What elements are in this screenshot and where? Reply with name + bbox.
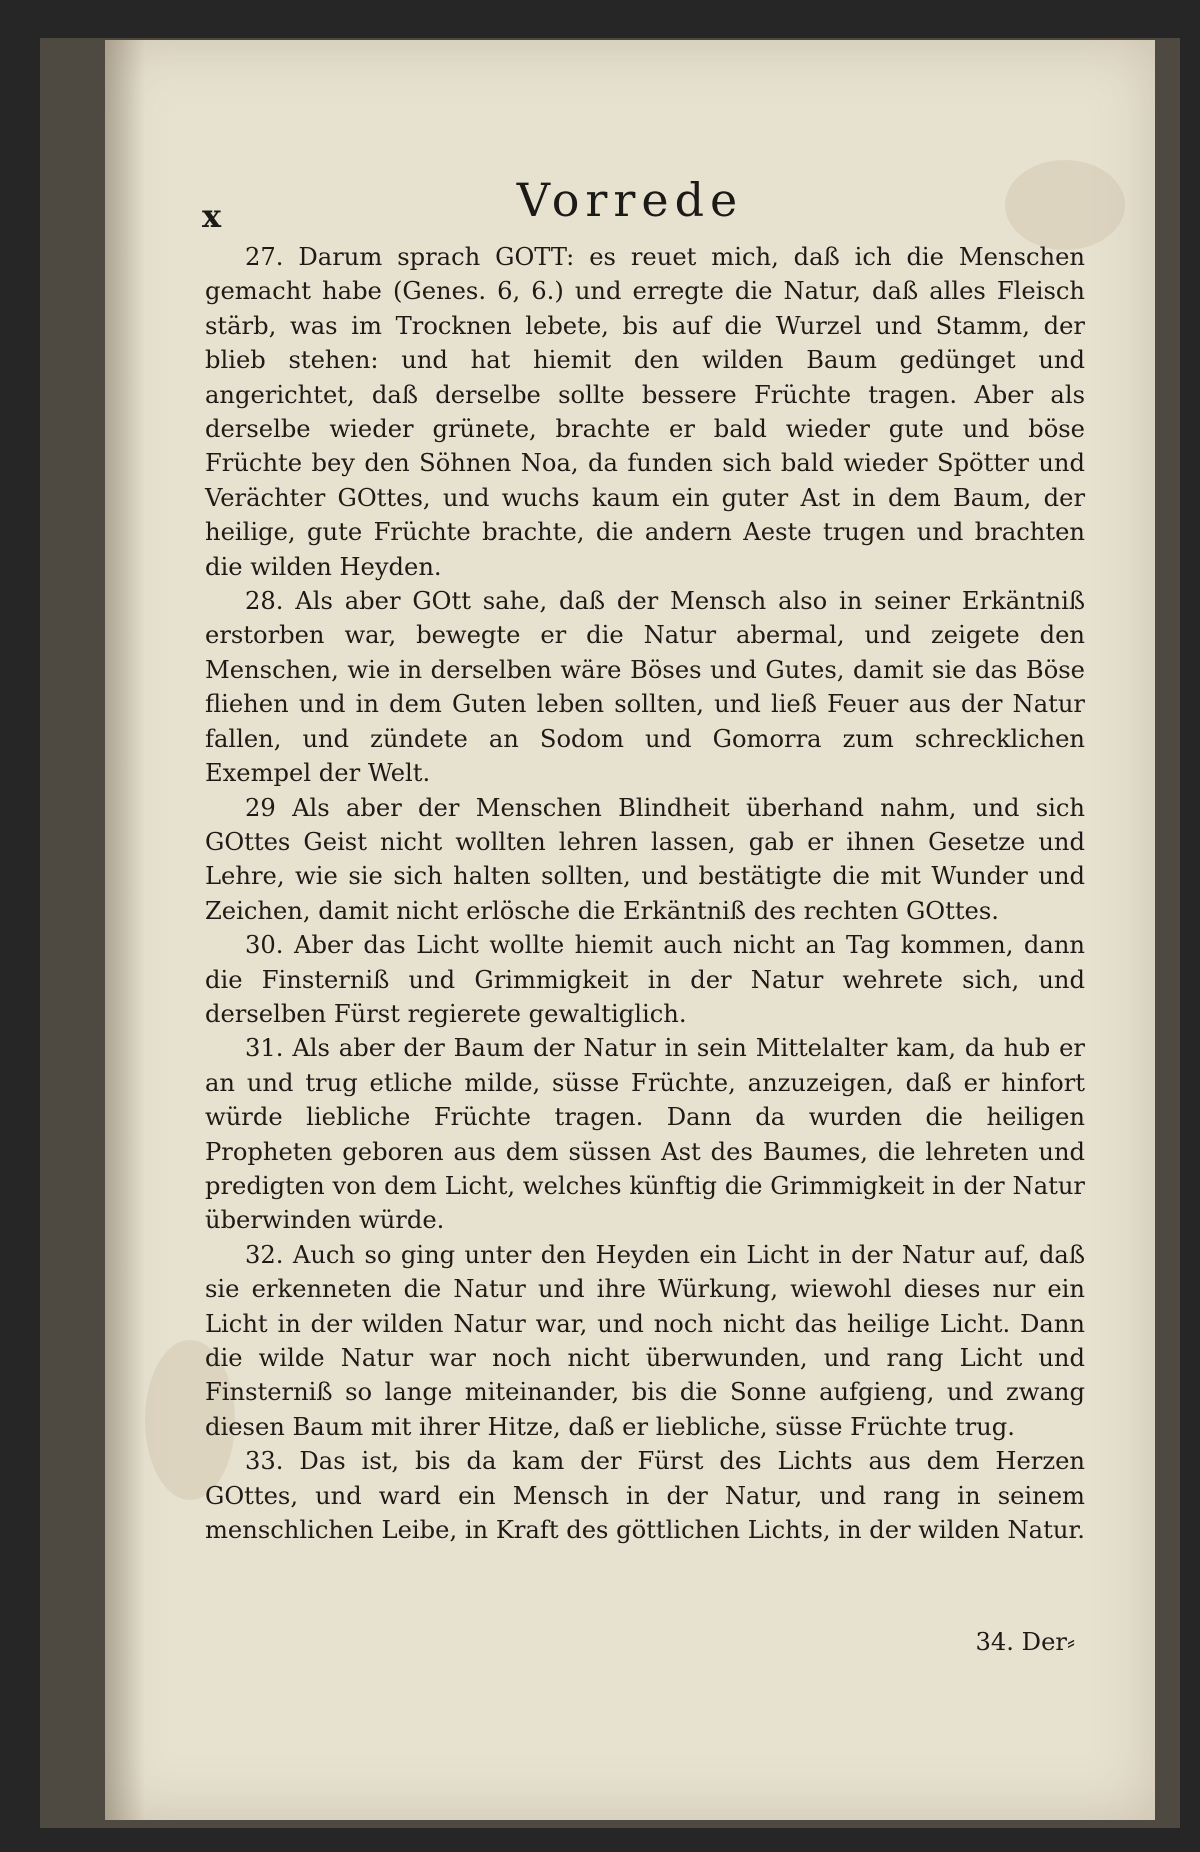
gutter-shadow [105,40,145,1820]
paragraph-text: Aber das Licht wollte hiemit auch nicht an Tag kommen, dann die Finsterniß und Grimmigkeit in der Natur wehrete sich, und derselben Fürst regierete gewaltiglich. [205,931,1085,1028]
paragraph-text: Das ist, bis da kam der Fürst des Lichts aus dem Herzen GOttes, und ward ein Mensch in der Natur, und rang in seinem menschlichen Leibe, in Kraft des göttlichen Lichts, in der wilden Natur. [205,1447,1085,1545]
paragraph-27 [205,240,1085,584]
paragraph-30 [205,928,1085,1031]
paragraph-number: 32. [245,1240,284,1269]
paragraph-text: Als aber der Menschen Blindheit überhand nahm, und sich GOttes Geist nicht wollten lehren lassen, gab er ihnen Gesetze und Lehre, wie sie sich halten sollten, und bestätigte die mit Wunder und Zeichen, damit nicht erlösche die Erkäntniß des rechten GOttes. [205,793,1085,925]
paragraph-text: Als aber GOtt sahe, daß der Mensch also in seiner Erkäntniß erstorben war, bewegte er die Natur abermal, und zeigete den Menschen, wie in derselben wäre Böses und Gutes, damit sie das Böse fliehen und in dem Guten leben sollten, und ließ Feuer aus der Natur fallen, und zündete an Sodom und Gomorra zum schrecklichen Exempel der Welt. [205,587,1085,788]
page-header [105,165,1155,235]
paragraph-text: Darum sprach GOTT: es reuet mich, daß ich die Menschen gemacht habe (Genes. 6, 6.) und erregte die Natur, daß alles Fleisch stärb, was im Trocknen lebete, bis auf die Wurzel und Stamm, der blieb stehen: und hat hiemit den wilden Baum gedünget und angerichtet, daß derselbe sollte bessere Früchte tragen. Aber als derselbe wieder grünete, brachte er bald wieder gute und böse Früchte bey den Söhnen Noa, da funden sich bald wieder Spötter und Verächter GOttes, und wuchs kaum ein guter Ast in dem Baum, der heilige, gute Früchte brachte, die andern Aeste trugen und brachten die wilden Heyden. [205,243,1085,581]
paragraph-32 [205,1238,1085,1444]
catchword: 34. Der⸗ [975,1628,1075,1656]
paragraph-number: 31. [245,1034,284,1063]
running-title: Vorrede [516,173,744,227]
paragraph-number: 27. [245,243,284,271]
paragraph-number: 33. [245,1447,284,1476]
body-text [205,240,1085,1547]
paragraph-number: 30. [245,931,284,960]
book-page [105,40,1155,1820]
page-number: x [202,197,222,235]
paragraph-text: Als aber der Baum der Natur in sein Mittelalter kam, da hub er an und trug etliche milde, süsse Früchte, anzuzeigen, daß er hinfort würde liebliche Früchte tragen. Dann da wurden die heiligen Propheten geboren aus dem süssen Ast des Baumes, die lehreten und predigten von dem Licht, welches künftig die Grimmigkeit in der Natur überwinden würde. [205,1034,1085,1235]
paragraph-31 [205,1031,1085,1237]
paragraph-33 [205,1444,1085,1547]
paragraph-number: 29 [245,793,276,822]
paragraph-number: 28. [245,587,284,616]
paragraph-28 [205,584,1085,790]
paragraph-text: Auch so ging unter den Heyden ein Licht in der Natur auf, daß sie erkenneten die Natur und ihre Würkung, wiewohl dieses nur ein Licht in der wilden Natur war, und noch nicht das heilige Licht. Dann die wilde Natur war noch nicht überwunden, und rang Licht und Finsterniß so lange miteinander, bis die Sonne aufgieng, und zwang diesen Baum mit ihrer Hitze, daß er liebliche, süsse Früchte trug. [205,1240,1085,1441]
paragraph-29 [205,791,1085,929]
